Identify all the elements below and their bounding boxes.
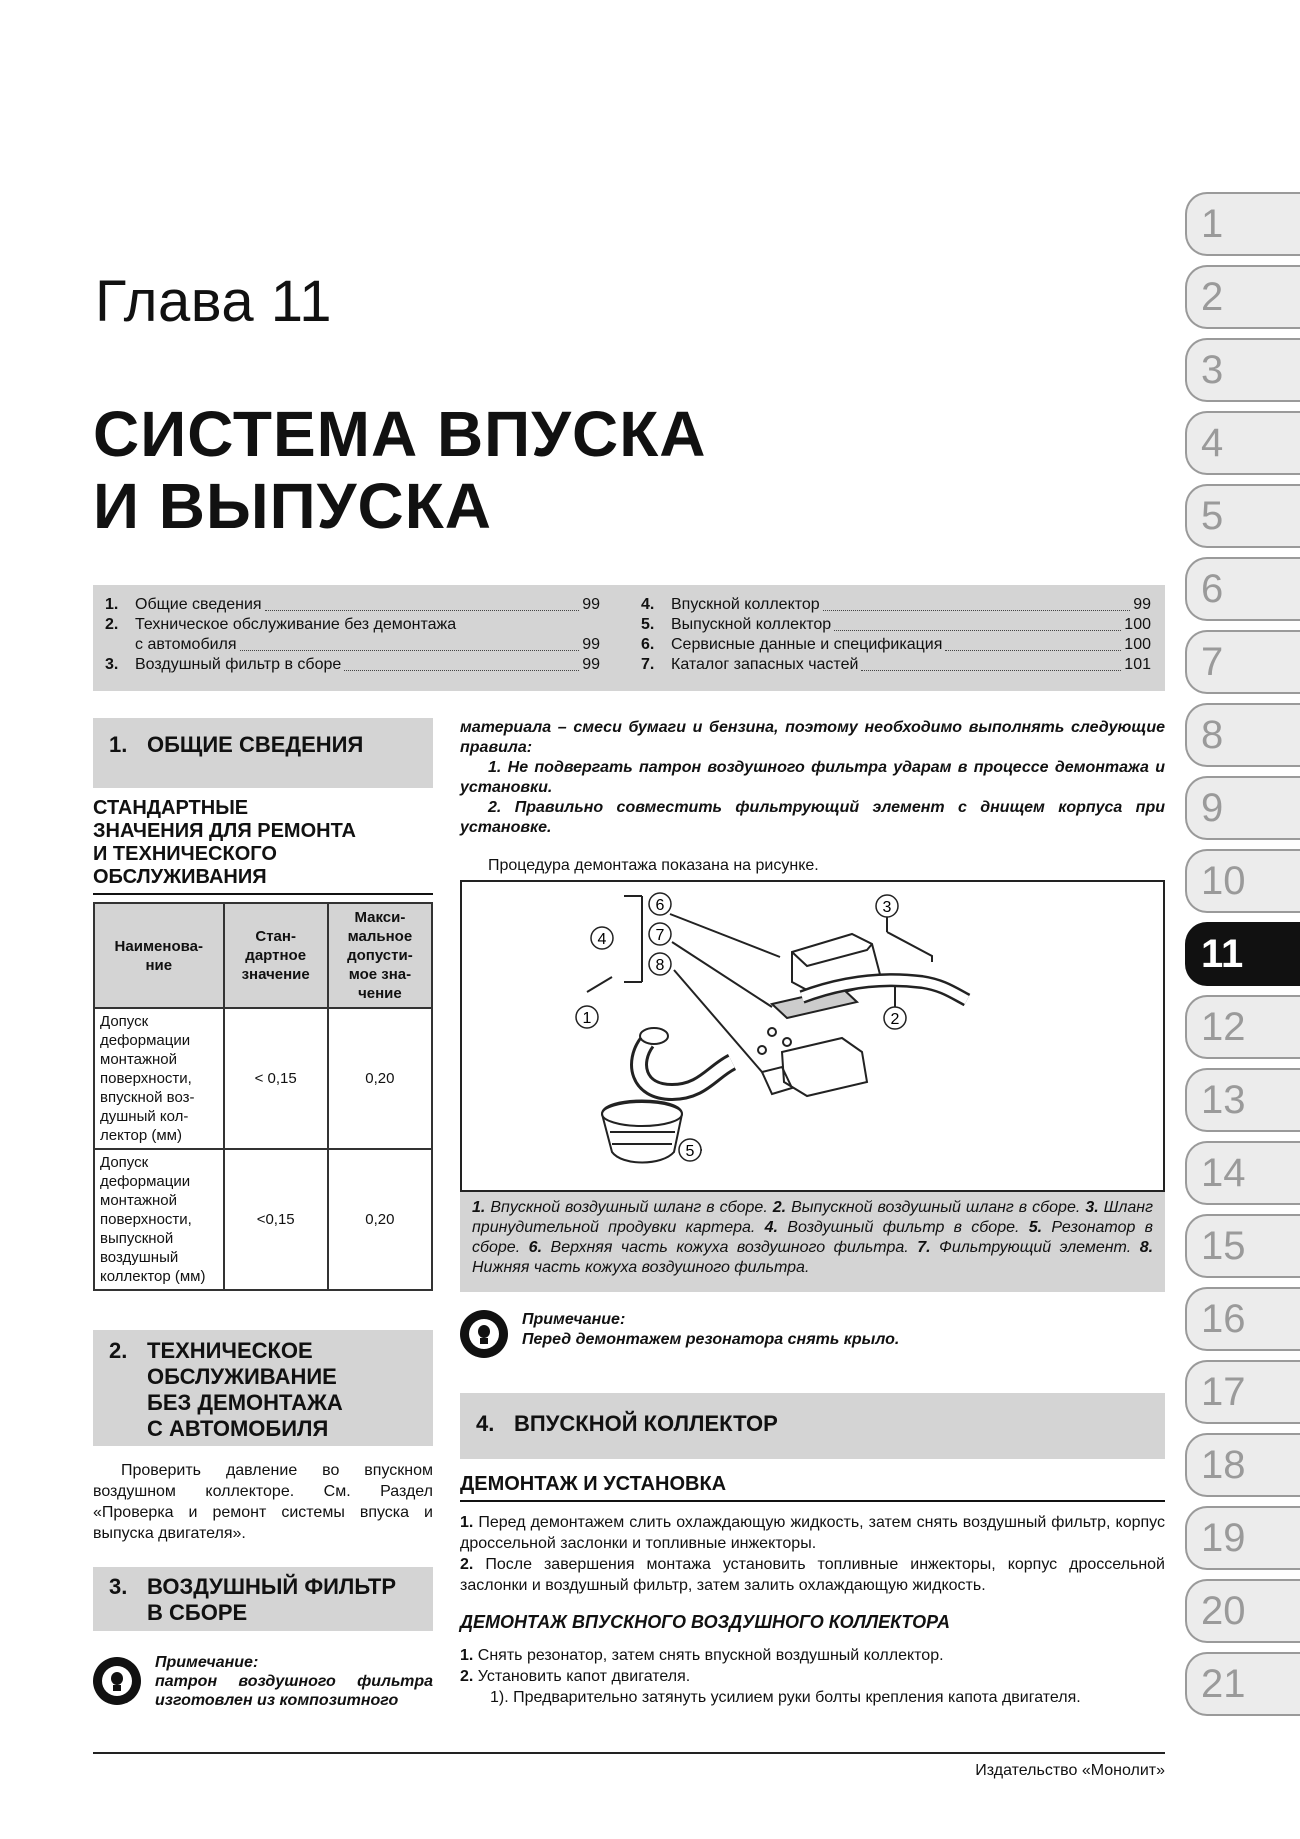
paragraph: 1. Не подвергать патрон воздушного фильтра ударам в процессе демонтажа и установки. — [460, 759, 1165, 796]
header-line: дартное — [245, 947, 307, 964]
toc-item[interactable] — [641, 595, 1151, 615]
chapter-tab[interactable]: 4 — [1185, 411, 1300, 475]
note-body — [522, 1310, 899, 1358]
inlet-hose-inner — [639, 1042, 732, 1092]
chapter-tab[interactable]: 18 — [1185, 1433, 1300, 1497]
chapter-tab[interactable]: 20 — [1185, 1579, 1300, 1643]
chapter-tab[interactable]: 14 — [1185, 1141, 1300, 1205]
note-title: Примечание: — [155, 1654, 259, 1671]
caption-text: Выпускной воздушный шланг в сборе. — [786, 1199, 1086, 1216]
toc-page: 101 — [1124, 656, 1151, 673]
caption-num: 4. — [764, 1219, 778, 1236]
chapter-tab[interactable]: 1 — [1185, 192, 1300, 256]
chapter-tab[interactable]: 17 — [1185, 1360, 1300, 1424]
toc-item[interactable] — [641, 615, 1151, 635]
column-header-name — [94, 903, 224, 1008]
header-line: Стан- — [255, 928, 296, 945]
lightbulb-icon — [93, 1657, 141, 1705]
cell-line: деформации — [100, 1032, 191, 1049]
header-line: мое зна- — [348, 966, 412, 983]
heading-line: ВОЗДУШНЫЙ ФИЛЬТР — [147, 1574, 397, 1599]
spec-table — [93, 902, 433, 1291]
section-heading — [93, 1567, 433, 1631]
callout-label: 3 — [882, 899, 892, 916]
heading-line: ТЕХНИЧЕСКОЕ — [147, 1338, 313, 1363]
heading-line: СТАНДАРТНЫЕ — [93, 797, 249, 819]
chapter-tab[interactable]: 19 — [1185, 1506, 1300, 1570]
toc-leader — [834, 629, 1121, 631]
caption-text: Верхняя часть кожуха воздушного фильтра. — [542, 1239, 918, 1256]
removal-heading: ДЕМОНТАЖ ВПУСКНОГО ВОЗДУШНОГО КОЛЛЕКТОРА — [460, 1612, 950, 1632]
header-line: ние — [145, 956, 173, 974]
callout-label: 4 — [597, 931, 607, 948]
cell-line: поверхности, — [100, 1211, 192, 1228]
section-title — [147, 1338, 343, 1442]
install-heading: ДЕМОНТАЖ И УСТАНОВКА — [460, 1473, 1165, 1502]
diagram-svg — [462, 882, 1163, 1190]
toc-leader — [861, 669, 1121, 671]
table-header-row — [94, 903, 432, 1008]
toc-num: 6. — [641, 636, 655, 653]
cell-name — [94, 1008, 224, 1149]
toc-item[interactable] — [105, 615, 600, 635]
housing-bracket — [762, 1067, 792, 1094]
chapter-label: Глава 11 — [95, 269, 332, 334]
cell-line: поверхности, — [100, 1070, 192, 1087]
callout-label: 1 — [582, 1010, 592, 1027]
section-heading — [93, 1330, 433, 1446]
section-number: 3. — [109, 1574, 128, 1599]
callout-label: 5 — [685, 1143, 695, 1160]
cell-line: Допуск — [100, 1154, 149, 1171]
paragraph: 2. Правильно совместить фильтрующий элемент с днищем корпуса при установке. — [460, 799, 1165, 836]
heading-line: С АВТОМОБИЛЯ — [147, 1416, 329, 1441]
section-heading — [460, 1393, 1165, 1459]
heading-line: И ТЕХНИЧЕСКОГО — [93, 843, 277, 865]
table-row — [94, 1008, 432, 1149]
paragraph: Проверить давление во впускном воздушном коллекторе. См. Раздел «Проверка и ремонт системы впуска и выпуска двигателя». — [93, 1462, 433, 1542]
chapter-tab[interactable]: 12 — [1185, 995, 1300, 1059]
note-block — [93, 1653, 433, 1710]
section-title: ОБЩИЕ СВЕДЕНИЯ — [147, 732, 364, 757]
step-num: 1. — [460, 1514, 474, 1531]
leader-line — [674, 970, 762, 1072]
leader-line — [672, 942, 772, 1007]
section-heading-inner — [109, 1574, 417, 1626]
list-item — [460, 1512, 1165, 1554]
cell-line: воздушный — [100, 1249, 179, 1266]
step-text: 1). Предварительно затянуть усилием руки болты крепления капота двигателя. — [490, 1689, 1081, 1706]
table-row — [94, 1149, 432, 1290]
toc-num: 3. — [105, 656, 119, 673]
cell-max: 0,20 — [328, 1149, 432, 1290]
bolt-part — [768, 1028, 776, 1036]
chapter-tab-active[interactable]: 11 — [1185, 922, 1300, 986]
vent-hose-part — [887, 932, 932, 962]
note-text: Перед демонтажем резонатора снять крыло. — [522, 1331, 900, 1348]
cover-top-edge — [792, 944, 872, 966]
lower-housing-part — [782, 1038, 867, 1096]
toc-num: 7. — [641, 656, 655, 673]
footer-rule — [93, 1752, 1165, 1754]
heading-line: ОБСЛУЖИВАНИЯ — [93, 866, 267, 888]
bracket-line — [624, 896, 642, 982]
toc-num: 2. — [105, 616, 119, 633]
heading-line: ОБСЛУЖИВАНИЕ — [147, 1364, 337, 1389]
section-number: 1. — [109, 732, 128, 757]
toc-leader — [344, 669, 579, 671]
lightbulb-icon — [460, 1310, 508, 1358]
toc-item[interactable] — [105, 595, 600, 615]
section-heading-inner — [109, 1338, 417, 1442]
chapter-tab[interactable]: 21 — [1185, 1652, 1300, 1716]
chapter-tab[interactable]: 10 — [1185, 849, 1300, 913]
toc-item[interactable] — [641, 655, 1151, 675]
chapter-tab[interactable]: 9 — [1185, 776, 1300, 840]
section-title — [147, 1574, 396, 1626]
cell-line: впускной воз- — [100, 1089, 195, 1106]
resonator-top — [602, 1102, 682, 1126]
cell-standard: <0,15 — [224, 1149, 328, 1290]
leader-line — [587, 977, 612, 992]
section-heading — [93, 718, 433, 788]
cell-line: деформации — [100, 1173, 191, 1190]
figure-caption — [460, 1192, 1165, 1292]
paragraph: материала – смеси бумаги и бензина, поэтому необходимо выполнять следующие правила: — [460, 719, 1165, 756]
section-number: 2. — [109, 1338, 128, 1363]
toc-text: Общие сведения — [135, 596, 262, 613]
hose-end — [640, 1028, 668, 1044]
toc-column-right — [641, 595, 1151, 675]
step-text: После завершения монтажа установить топливные инжекторы, корпус дроссельной заслонки и воздушный фильтр, затем залить охлаждающую жидкость. — [460, 1556, 1165, 1594]
toc-leader — [945, 649, 1121, 651]
caption-text: Воздушный фильтр в сборе. — [777, 1219, 1029, 1236]
note-title: Примечание: — [522, 1311, 626, 1328]
heading-line: ЗНАЧЕНИЯ ДЛЯ РЕМОНТА — [93, 820, 356, 842]
note-body — [155, 1653, 433, 1710]
step-text: Снять резонатор, затем снять впускной воздушный коллектор. — [473, 1647, 944, 1664]
header-line: значение — [241, 966, 310, 983]
header-line: мальное — [347, 928, 413, 945]
section-title: ВПУСКНОЙ КОЛЛЕКТОР — [514, 1411, 778, 1436]
bolt-part — [783, 1038, 791, 1046]
heading-line: В СБОРЕ — [147, 1600, 248, 1625]
standards-heading — [93, 797, 433, 895]
toc-item-continuation[interactable] — [105, 635, 600, 655]
caption-text: Фильтрующий элемент. — [930, 1239, 1140, 1256]
step-text: Перед демонтажем слить охлаждающую жидкость, затем снять воздушный фильтр, корпус дроссельной заслонки и топливные инжекторы. — [460, 1514, 1165, 1552]
caption-num: 3. — [1085, 1199, 1099, 1216]
chapter-tab[interactable]: 7 — [1185, 630, 1300, 694]
cell-name — [94, 1149, 224, 1290]
caption-num: 1. — [472, 1199, 486, 1216]
header-line: чение — [358, 985, 402, 1002]
note-text: патрон воздушного фильтра изготовлен из композитного — [155, 1673, 433, 1709]
chapter-tab[interactable]: 6 — [1185, 557, 1300, 621]
callout-label: 2 — [890, 1011, 900, 1028]
caption-num: 7. — [917, 1239, 931, 1256]
cell-line: Допуск — [100, 1013, 149, 1030]
chapter-tab[interactable]: 8 — [1185, 703, 1300, 767]
chapter-tab[interactable]: 13 — [1185, 1068, 1300, 1132]
toc-text: Сервисные данные и спецификация — [671, 636, 943, 653]
caption-num: 8. — [1139, 1239, 1154, 1256]
callout-label: 8 — [655, 957, 665, 974]
column-header-standard — [224, 903, 328, 1008]
step-num: 2. — [460, 1668, 474, 1685]
toc-num: 4. — [641, 596, 655, 613]
chapter-contents — [93, 585, 1165, 691]
install-steps — [460, 1512, 1165, 1596]
cell-standard: < 0,15 — [224, 1008, 328, 1149]
caption-num: 6. — [528, 1239, 543, 1256]
resonator-rib — [610, 1132, 675, 1144]
toc-page: 99 — [582, 636, 600, 653]
chapter-tab[interactable]: 15 — [1185, 1214, 1300, 1278]
toc-leader — [823, 609, 1131, 611]
header-line: допусти- — [347, 947, 413, 964]
toc-leader — [265, 609, 580, 611]
toc-text: Техническое обслуживание без демонтажа — [135, 616, 457, 633]
chapter-tab[interactable]: 2 — [1185, 265, 1300, 329]
caption-text: Шланг принудительной продувки картера. — [472, 1199, 1153, 1236]
step-num: 2. — [460, 1556, 474, 1573]
chapter-tab[interactable]: 16 — [1185, 1287, 1300, 1351]
toc-num: 1. — [105, 596, 119, 613]
chapter-tab[interactable]: 3 — [1185, 338, 1300, 402]
step-num: 1. — [460, 1647, 474, 1664]
chapter-title-line: СИСТЕМА ВПУСКА — [93, 398, 707, 470]
caption-text: Впускной воздушный шланг в сборе. — [485, 1199, 773, 1216]
chapter-tab[interactable]: 5 — [1185, 484, 1300, 548]
chapter-title — [93, 398, 706, 542]
toc-leader — [240, 649, 580, 651]
chapter-title-line: И ВЫПУСКА — [93, 470, 492, 542]
toc-page: 99 — [582, 656, 600, 673]
cell-line: лектор (мм) — [100, 1127, 182, 1144]
heading-line: БЕЗ ДЕМОНТАЖА — [147, 1390, 343, 1415]
cell-max: 0,20 — [328, 1008, 432, 1149]
toc-page: 100 — [1124, 616, 1151, 633]
caption-text: Нижняя часть кожуха воздушного фильтра. — [472, 1259, 810, 1276]
caption-num: 2. — [772, 1199, 787, 1216]
filter-rules — [460, 718, 1165, 838]
publisher-footer: Издательство «Монолит» — [975, 1762, 1165, 1779]
cell-line: коллектор (мм) — [100, 1268, 206, 1285]
step-text: Установить капот двигателя. — [473, 1668, 691, 1685]
toc-item[interactable] — [105, 655, 600, 675]
toc-page: 99 — [1133, 596, 1151, 613]
toc-page: 100 — [1124, 636, 1151, 653]
toc-text: Воздушный фильтр в сборе — [135, 656, 342, 673]
header-line: Макси- — [354, 909, 406, 926]
toc-num: 5. — [641, 616, 655, 633]
toc-item[interactable] — [641, 635, 1151, 655]
column-header-max — [328, 903, 432, 1008]
toc-page: 99 — [582, 596, 600, 613]
header-line: Наименова- — [114, 937, 203, 955]
removal-steps — [460, 1645, 1165, 1708]
cell-line: монтажной — [100, 1192, 178, 1209]
toc-text: Выпускной коллектор — [671, 616, 832, 633]
section-number: 4. — [476, 1411, 495, 1436]
note-block — [460, 1310, 1165, 1358]
paragraph: Процедура демонтажа показана на рисунке. — [488, 857, 819, 874]
air-filter-diagram — [460, 880, 1165, 1192]
toc-text: Каталог запасных частей — [671, 656, 859, 673]
callout-label: 7 — [655, 927, 665, 944]
list-item — [460, 1645, 1165, 1666]
callout-label: 6 — [655, 897, 665, 914]
toc-column-left — [105, 595, 600, 675]
cell-line: выпускной — [100, 1230, 174, 1247]
cell-line: душный кол- — [100, 1108, 189, 1125]
list-item — [460, 1666, 1165, 1687]
bolt-part — [758, 1046, 766, 1054]
caption-text: Резонатор в сборе. — [472, 1219, 1153, 1256]
list-item — [460, 1687, 1165, 1708]
list-item — [460, 1554, 1165, 1596]
cell-line: монтажной — [100, 1051, 178, 1068]
toc-text: с автомобиля — [135, 636, 237, 653]
caption-num: 5. — [1028, 1219, 1043, 1236]
toc-text: Впускной коллектор — [671, 596, 820, 613]
